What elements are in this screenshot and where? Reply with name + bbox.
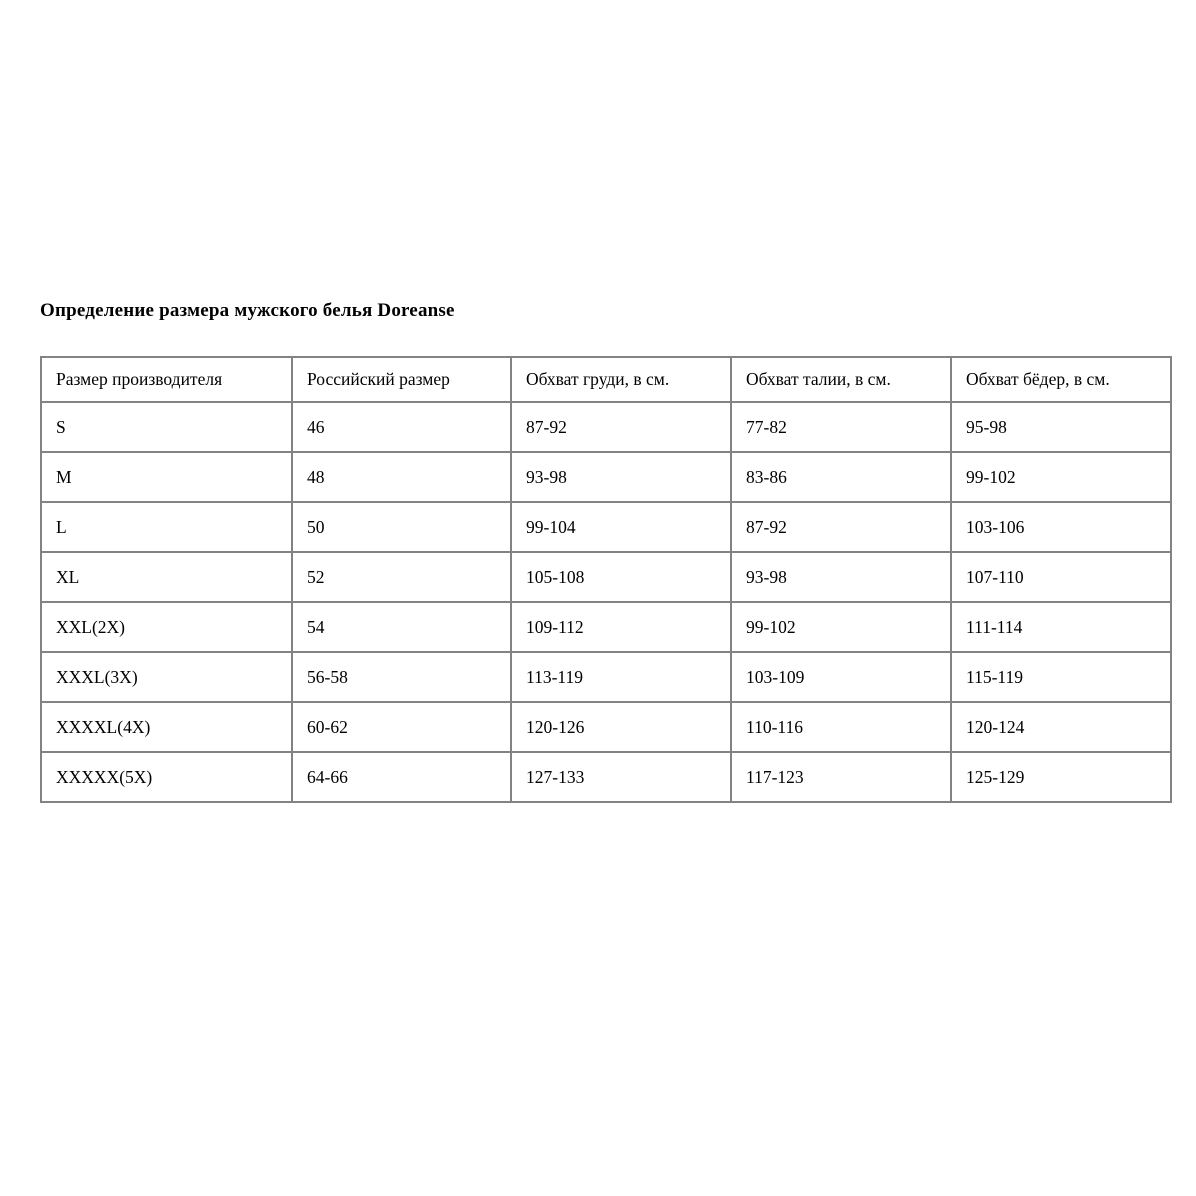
table-cell: 105-108 [511,552,731,602]
table-cell: 110-116 [731,702,951,752]
table-body [41,402,1171,802]
table-row [41,552,1171,602]
table-row [41,752,1171,802]
table-row [41,502,1171,552]
table-cell: 83-86 [731,452,951,502]
table-cell: L [41,502,292,552]
table-row [41,602,1171,652]
table-cell: 113-119 [511,652,731,702]
table-row [41,452,1171,502]
table-cell: 120-124 [951,702,1171,752]
table-cell: 95-98 [951,402,1171,452]
column-header-hips: Обхват бёдер, в см. [951,357,1171,402]
table-cell: 117-123 [731,752,951,802]
table-cell: 87-92 [731,502,951,552]
table-cell: 52 [292,552,511,602]
table-cell: 48 [292,452,511,502]
table-cell: 50 [292,502,511,552]
table-cell: 103-109 [731,652,951,702]
column-header-russian-size: Российский размер [292,357,511,402]
table-row [41,702,1171,752]
table-cell: XXXL(3X) [41,652,292,702]
table-cell: XL [41,552,292,602]
table-cell: 87-92 [511,402,731,452]
table-cell: 127-133 [511,752,731,802]
table-cell: 56-58 [292,652,511,702]
table-cell: 46 [292,402,511,452]
table-cell: XXXXL(4X) [41,702,292,752]
table-cell: 109-112 [511,602,731,652]
table-cell: 111-114 [951,602,1171,652]
table-cell: 93-98 [731,552,951,602]
column-header-waist: Обхват талии, в см. [731,357,951,402]
table-cell: 103-106 [951,502,1171,552]
table-cell: 99-102 [951,452,1171,502]
table-cell: 60-62 [292,702,511,752]
table-row [41,402,1171,452]
table-cell: 99-102 [731,602,951,652]
table-cell: 54 [292,602,511,652]
size-chart-table [40,356,1172,803]
table-cell: S [41,402,292,452]
table-cell: M [41,452,292,502]
column-header-chest: Обхват груди, в см. [511,357,731,402]
table-cell: XXL(2X) [41,602,292,652]
table-row [41,652,1171,702]
table-cell: 115-119 [951,652,1171,702]
table-cell: XXXXX(5X) [41,752,292,802]
table-cell: 64-66 [292,752,511,802]
table-cell: 77-82 [731,402,951,452]
table-cell: 93-98 [511,452,731,502]
column-header-manufacturer-size: Размер производителя [41,357,292,402]
table-header [41,357,1171,402]
table-cell: 99-104 [511,502,731,552]
table-cell: 107-110 [951,552,1171,602]
table-cell: 120-126 [511,702,731,752]
header-row [41,357,1171,402]
table-cell: 125-129 [951,752,1171,802]
page-title: Определение размера мужского белья Doreanse [40,300,455,321]
